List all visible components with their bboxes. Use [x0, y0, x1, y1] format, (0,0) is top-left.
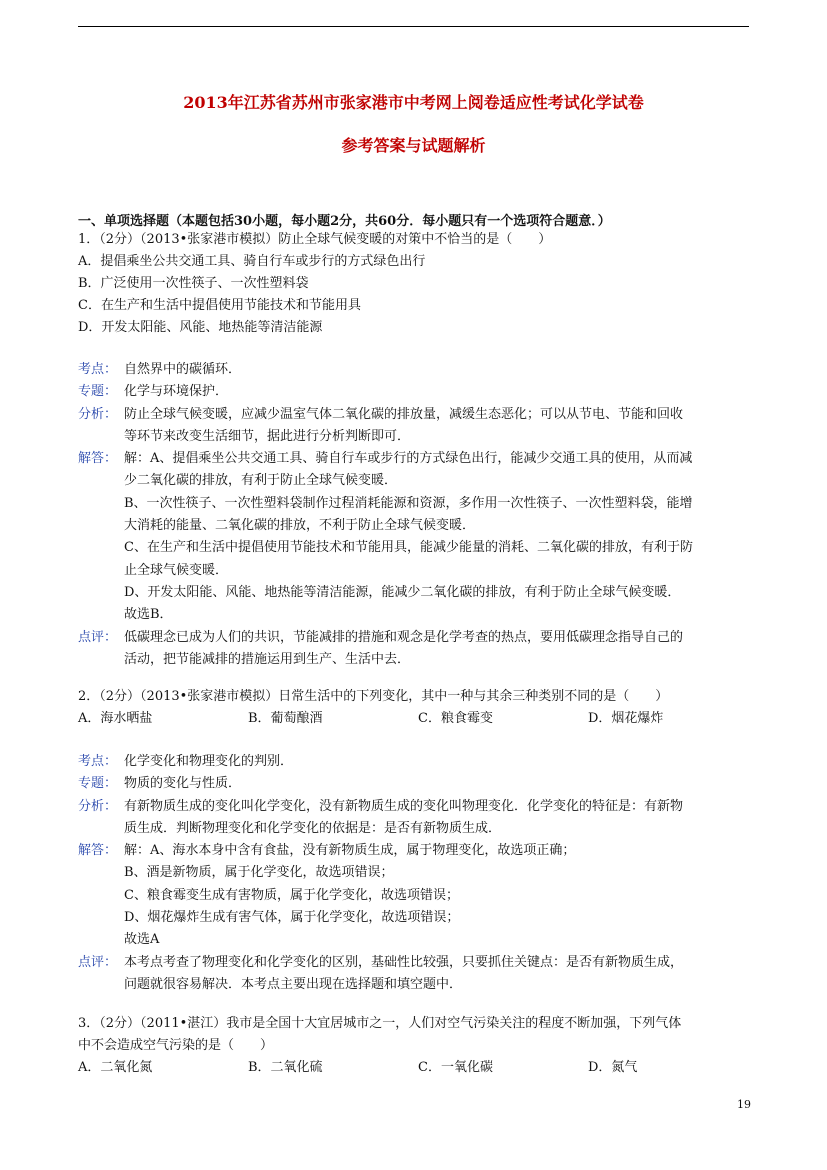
zhuanti-row: [78, 381, 758, 403]
jieda-line: 解：A、海水本身中含有食盐，没有新物质生成，属于物理变化，故选项正确；: [124, 843, 576, 859]
option-b: B．二氧化硫: [248, 1060, 323, 1075]
jieda-label: 解答：: [78, 451, 118, 467]
dianping-label: 点评：: [78, 954, 118, 970]
page-title: 2013年江苏省苏州市张家港市中考网上阅卷适应性考试化学试卷: [183, 93, 644, 112]
section-header: 一、单项选择题（本题包括30小题，每小题2分，共60分．每小题只有一个选项符合题意．）: [78, 214, 611, 229]
option-c: C．一氧化碳: [418, 1060, 493, 1075]
option-a: A．二氧化氮: [78, 1060, 153, 1075]
option-d: D．烟花爆炸: [588, 711, 664, 726]
zhuanti-label: 专题：: [78, 776, 118, 792]
header-rule: [78, 26, 749, 27]
jieda-line: C、粮食霉变生成有害物质，属于化学变化，故选项错误；: [124, 887, 459, 903]
option-c: C．粮食霉变: [418, 711, 493, 726]
jieda-line: D、烟花爆炸生成有害气体，属于化学变化，故选项错误；: [124, 910, 460, 926]
jieda-line: 解：A、提倡乘坐公共交通工具、骑自行车或步行的方式绿色出行，能减少交通工具的使用，从而减: [124, 451, 693, 467]
jieda-row: [78, 840, 758, 951]
fenxi-line: 质生成．判断物理变化和化学变化的依据是：是否有新物质生成．: [124, 820, 502, 836]
option-d: D．开发太阳能、风能、地热能等清洁能源: [78, 320, 323, 335]
page-number: 19: [737, 1098, 751, 1111]
kaodian-label: 考点：: [78, 754, 118, 769]
question-stem-cont: 中不会造成空气污染的是（ ）: [78, 1038, 274, 1053]
zhuanti-label: 专题：: [78, 384, 118, 400]
jieda-line: B、酒是新物质，属于化学变化，故选项错误；: [124, 865, 394, 881]
page-subtitle: 参考答案与试题解析: [341, 136, 486, 155]
fenxi-label: 分析：: [78, 798, 118, 814]
zhuanti-text: 物质的变化与性质．: [124, 776, 242, 792]
options-row: [78, 1057, 758, 1079]
jieda-line: B、一次性筷子、一次性塑料袋制作过程消耗能源和资源，多作用一次性筷子、一次性塑料袋，能增: [124, 495, 693, 511]
fenxi-line: 有新物质生成的变化叫化学变化，没有新物质生成的变化叫物理变化．化学变化的特征是：有新物: [124, 798, 684, 814]
options-row: [78, 708, 758, 730]
dianping-line: 低碳理念已成为人们的共识，节能减排的措施和观念是化学考查的热点，要用低碳理念指导自己的: [124, 629, 684, 645]
kaodian-text: 自然界中的碳循环．: [124, 362, 242, 377]
jieda-line: 少二氧化碳的排放，有利于防止全球气候变暖．: [124, 473, 398, 489]
fenxi-row: [78, 796, 758, 841]
dianping-line: 问题就很容易解决．本考点主要出现在选择题和填空题中．: [124, 976, 463, 992]
kaodian-text: 化学变化和物理变化的判别．: [124, 754, 294, 769]
option-d: D．氮气: [588, 1060, 638, 1075]
option-c: C．在生产和生活中提倡使用节能技术和节能用具: [78, 298, 361, 313]
question-1: [78, 229, 758, 339]
analysis-2: [78, 751, 758, 996]
jieda-row: [78, 448, 758, 626]
option-b: B．葡萄酿酒: [248, 711, 323, 726]
fenxi-line: 防止全球气候变暖，应减少温室气体二氧化碳的排放量，减缓生态恶化；可以从节电、节能和回收: [124, 406, 684, 422]
dianping-label: 点评：: [78, 629, 118, 645]
question-2: [78, 686, 758, 730]
kaodian-row: [78, 751, 758, 773]
question-stem: 3．（2分）（2011•湛江）我市是全国十大宜居城市之一，人们对空气污染关注的程度不断加强，下列气体: [78, 1016, 682, 1031]
dianping-line: 活动，把节能减排的措施运用到生产、生活中去．: [124, 651, 411, 667]
jieda-line: C、在生产和生活中提倡使用节能技术和节能用具，能减少能量的消耗、二氧化碳的排放，有利于防: [124, 540, 693, 556]
kaodian-label: 考点：: [78, 362, 118, 377]
dianping-row: [78, 952, 758, 997]
fenxi-row: [78, 404, 758, 449]
jieda-line: 故选A: [124, 932, 160, 948]
jieda-line: D、开发太阳能、风能、地热能等清洁能源，能减少二氧化碳的排放，有利于防止全球气候变暖．: [124, 584, 681, 600]
option-a: A．提倡乘坐公共交通工具、骑自行车或步行的方式绿色出行: [78, 254, 426, 269]
dianping-row: [78, 627, 758, 672]
jieda-line: 大消耗的能量、二氧化碳的排放，不利于防止全球气候变暖．: [124, 518, 476, 534]
option-a: A．海水晒盐: [78, 711, 153, 726]
kaodian-row: [78, 359, 758, 381]
jieda-line: 故选B．: [124, 607, 173, 623]
fenxi-label: 分析：: [78, 406, 118, 422]
dianping-line: 本考点考查了物理变化和化学变化的区别，基础性比较强，只要抓住关键点：是否有新物质生成，: [124, 954, 684, 970]
question-stem: 1．（2分）（2013•张家港市模拟）防止全球气候变暖的对策中不恰当的是（ ）: [78, 232, 552, 247]
option-b: B．广泛使用一次性筷子、一次性塑料袋: [78, 276, 309, 291]
jieda-line: 止全球气候变暖．: [124, 562, 229, 578]
question-3: [78, 1013, 758, 1079]
fenxi-line: 等环节来改变生活细节，据此进行分析判断即可．: [124, 428, 411, 444]
zhuanti-row: [78, 773, 758, 795]
zhuanti-text: 化学与环境保护．: [124, 384, 229, 400]
analysis-1: [78, 359, 758, 671]
jieda-label: 解答：: [78, 843, 118, 859]
question-stem: 2．（2分）（2013•张家港市模拟）日常生活中的下列变化，其中一种与其余三种类别不同的是（ ）: [78, 689, 669, 704]
